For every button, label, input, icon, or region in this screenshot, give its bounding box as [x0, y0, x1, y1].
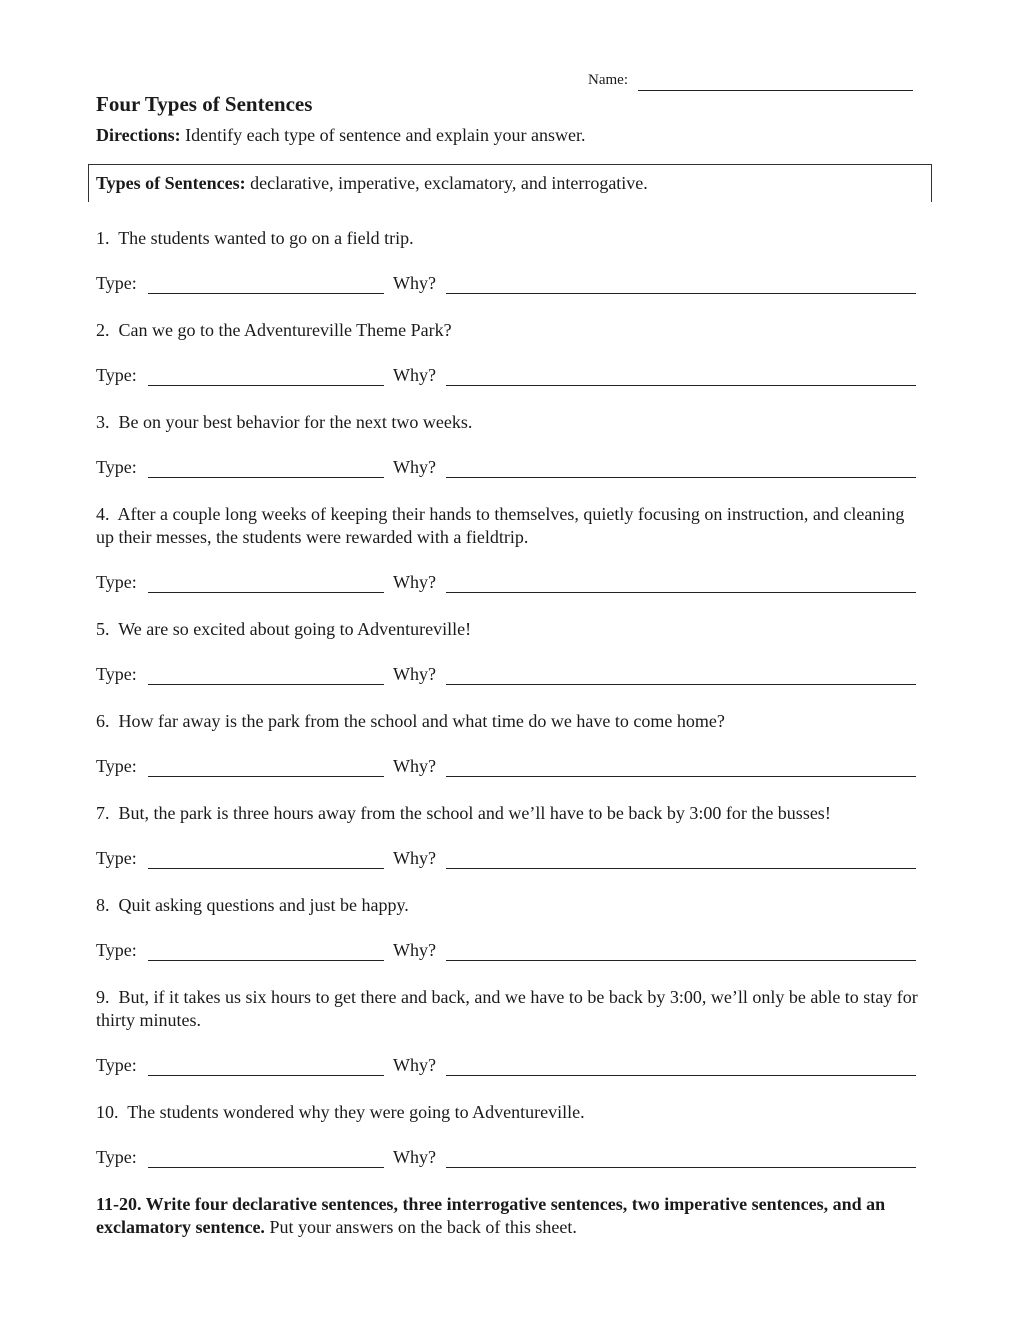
type-label: Type:: [96, 940, 137, 960]
why-label: Why?: [393, 756, 436, 776]
why-answer-line[interactable]: [446, 293, 916, 294]
why-answer-line[interactable]: [446, 1167, 916, 1168]
question-number: 6.: [96, 711, 110, 731]
answer-row-6: [96, 756, 926, 780]
question-number: 2.: [96, 320, 110, 340]
why-answer-line[interactable]: [446, 960, 916, 961]
question-number: 5.: [96, 619, 110, 639]
why-label: Why?: [393, 848, 436, 868]
why-label: Why?: [393, 940, 436, 960]
question-number: 10.: [96, 1102, 119, 1122]
type-label: Type:: [96, 365, 137, 385]
question-text: The students wondered why they were going to Adventureville.: [127, 1102, 585, 1122]
question-2: [96, 319, 926, 342]
types-list: declarative, imperative, exclamatory, and interrogative.: [245, 173, 648, 193]
type-answer-line[interactable]: [148, 1075, 384, 1076]
type-label: Type:: [96, 572, 137, 592]
answer-row-8: [96, 940, 926, 964]
type-label: Type:: [96, 756, 137, 776]
type-label: Type:: [96, 273, 137, 293]
question-9: [96, 986, 926, 1032]
why-label: Why?: [393, 365, 436, 385]
final-instructions-text: Put your answers on the back of this sheet.: [264, 1217, 577, 1237]
why-label: Why?: [393, 457, 436, 477]
why-label: Why?: [393, 572, 436, 592]
question-7: [96, 802, 926, 825]
question-text: But, the park is three hours away from the school and we’ll have to be back by 3:00 for the busses!: [118, 803, 831, 823]
question-text: Can we go to the Adventureville Theme Park?: [118, 320, 452, 340]
question-6: [96, 710, 926, 733]
type-answer-line[interactable]: [148, 293, 384, 294]
type-answer-line[interactable]: [148, 385, 384, 386]
directions-label: Directions:: [96, 125, 181, 145]
type-label: Type:: [96, 457, 137, 477]
why-answer-line[interactable]: [446, 684, 916, 685]
name-field-line[interactable]: [638, 90, 913, 91]
why-label: Why?: [393, 1147, 436, 1167]
type-answer-line[interactable]: [148, 592, 384, 593]
type-label: Type:: [96, 1055, 137, 1075]
type-answer-line[interactable]: [148, 477, 384, 478]
question-number: 4.: [96, 504, 110, 524]
question-text: After a couple long weeks of keeping their hands to themselves, quietly focusing on instruction, and cleaning up their messes, the students were rewarded with a fieldtrip.: [96, 504, 905, 547]
why-label: Why?: [393, 664, 436, 684]
answer-row-1: [96, 273, 926, 297]
question-10: [96, 1101, 926, 1124]
final-instructions: [96, 1193, 926, 1239]
question-8: [96, 894, 926, 917]
question-text: The students wanted to go on a field trip.: [118, 228, 414, 248]
question-number: 9.: [96, 987, 110, 1007]
types-label: Types of Sentences:: [96, 173, 246, 193]
why-answer-line[interactable]: [446, 477, 916, 478]
type-answer-line[interactable]: [148, 960, 384, 961]
answer-row-3: [96, 457, 926, 481]
question-number: 3.: [96, 412, 110, 432]
answer-row-2: [96, 365, 926, 389]
why-label: Why?: [393, 273, 436, 293]
answer-row-7: [96, 848, 926, 872]
type-label: Type:: [96, 848, 137, 868]
question-1: [96, 227, 926, 250]
why-answer-line[interactable]: [446, 868, 916, 869]
why-answer-line[interactable]: [446, 1075, 916, 1076]
question-3: [96, 411, 926, 434]
question-5: [96, 618, 926, 641]
answer-row-4: [96, 572, 926, 596]
answer-row-10: [96, 1147, 926, 1171]
page-title: Four Types of Sentences: [96, 92, 313, 116]
question-text: We are so excited about going to Adventureville!: [118, 619, 472, 639]
type-answer-line[interactable]: [148, 776, 384, 777]
question-text: But, if it takes us six hours to get there and back, and we have to be back by 3:00, we’ll only be able to stay for thirty minutes.: [96, 987, 918, 1030]
question-text: How far away is the park from the school and what time do we have to come home?: [118, 711, 725, 731]
why-answer-line[interactable]: [446, 385, 916, 386]
directions: [96, 125, 586, 146]
directions-text: Identify each type of sentence and explain your answer.: [180, 125, 586, 145]
question-text: Be on your best behavior for the next two weeks.: [118, 412, 473, 432]
type-answer-line[interactable]: [148, 1167, 384, 1168]
question-text: Quit asking questions and just be happy.: [118, 895, 409, 915]
type-answer-line[interactable]: [148, 868, 384, 869]
type-label: Type:: [96, 664, 137, 684]
question-number: 8.: [96, 895, 110, 915]
question-number: 1.: [96, 228, 110, 248]
types-text: [96, 173, 648, 194]
type-answer-line[interactable]: [148, 684, 384, 685]
answer-row-5: [96, 664, 926, 688]
why-answer-line[interactable]: [446, 592, 916, 593]
answer-row-9: [96, 1055, 926, 1079]
final-instructions-bold: 11-20. Write four declarative sentences, three interrogative sentences, two imperative sentences, and an exclamatory sentence.: [96, 1194, 886, 1237]
name-label: Name:: [588, 72, 628, 88]
type-label: Type:: [96, 1147, 137, 1167]
why-label: Why?: [393, 1055, 436, 1075]
question-number: 7.: [96, 803, 110, 823]
question-4: [96, 503, 926, 549]
why-answer-line[interactable]: [446, 776, 916, 777]
